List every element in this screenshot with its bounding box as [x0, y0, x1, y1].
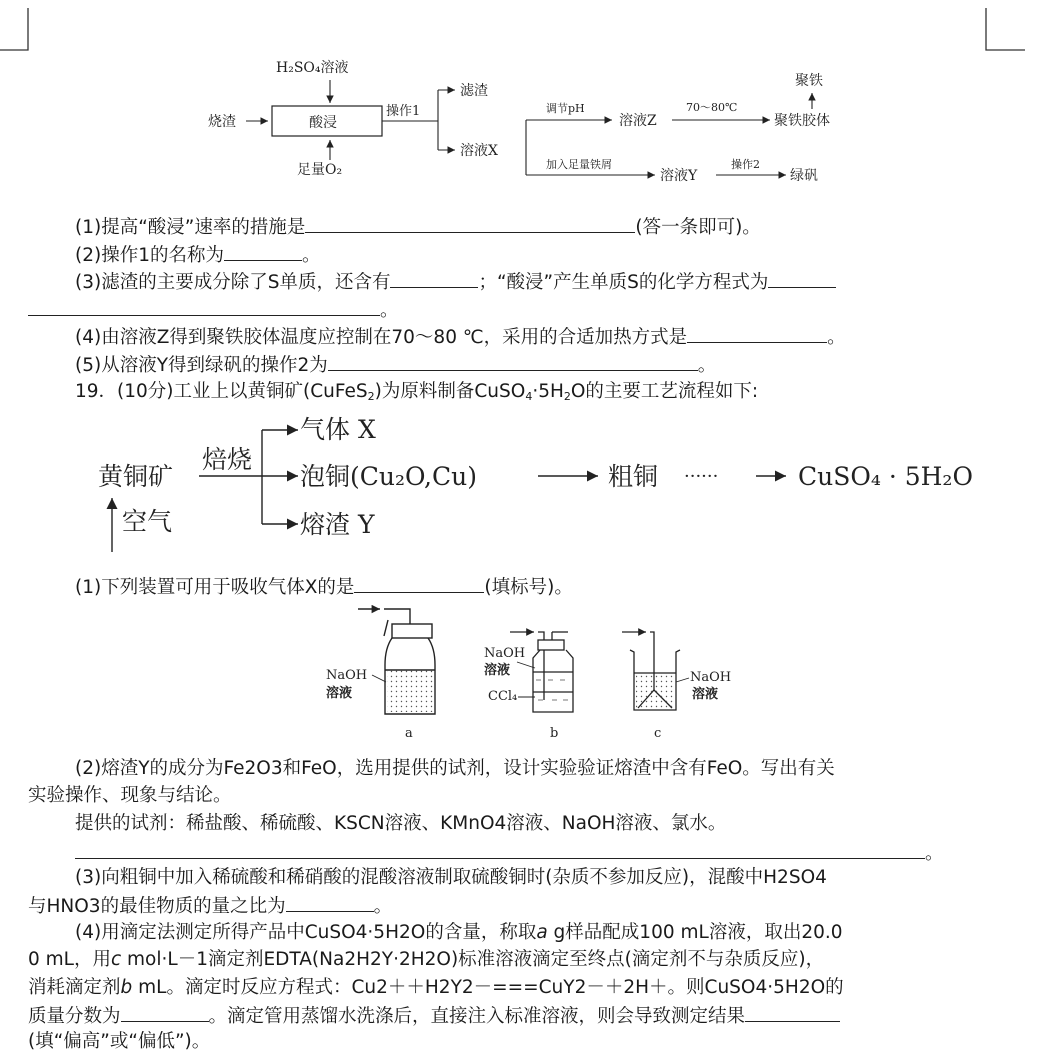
- flow2-beishao-label: 焙烧: [202, 445, 253, 474]
- q19-part2-answer: 。: [75, 840, 944, 866]
- apparatus-c-naoh: NaOH: [690, 670, 732, 685]
- flow1-rongye-x-label: 溶液X: [460, 143, 498, 159]
- answer-blank[interactable]: [75, 840, 925, 859]
- q18-part3-cont: 。: [28, 297, 399, 323]
- flow2-qiti-x-label: 气体 X: [300, 415, 376, 444]
- flow1-rongye-y-label: 溶液Y: [660, 168, 698, 184]
- flow1-temp-label: 70～80℃: [686, 101, 738, 114]
- q19-part2-line1: (2)熔渣Y的成分为Fe2O3和FeO，选用提供的试剂，设计实验验证熔渣中含有FeO。写出有关: [75, 758, 835, 779]
- q19-part1: (1)下列装置可用于吸收气体X的是 (填标号)。: [75, 574, 573, 600]
- q19-part4-line3: 消耗滴定剂b mL。滴定时反应方程式：Cu2＋＋H2Y2－===CuY2－＋2H＋。则CuSO4·5H2O的: [28, 977, 844, 998]
- flow2-product-label: CuSO₄ · 5H₂O: [798, 462, 973, 491]
- q19-intro: 19．(10分)工业上以黄铜矿(CuFeS$_2$)为原料制备$CuSO_4\cdot 5H_2O$的主要工艺流程如下:: [75, 381, 759, 403]
- q19-part2-line2: 实验操作、现象与结论。: [28, 785, 232, 806]
- q19-part3-line2: 与HNO3的最佳物质的量之比为 。: [28, 893, 392, 919]
- flow2-cutong-label: 粗铜: [608, 462, 659, 491]
- apparatus-a-label: a: [405, 726, 413, 741]
- apparatus-a-rongye: 溶液: [326, 686, 353, 701]
- flow1-lvfan-label: 绿矾: [790, 168, 818, 184]
- q19-part4-line4: 质量分数为 。滴定管用蒸馏水洗涤后，直接注入标准溶液，则会导致测定结果: [28, 1003, 840, 1029]
- q19-part4-line1: (4)用滴定法测定所得产品中CuSO4·5H2O的含量，称取a g样品配成100 mL溶液，取出20.0: [75, 922, 843, 943]
- flow1-h2so4-label: H₂SO₄溶液: [276, 60, 349, 76]
- flow2-huangtongkuang-label: 黄铜矿: [98, 462, 174, 491]
- q18-part1: (1)提高“酸浸”速率的措施是 (答一条即可)。: [75, 214, 761, 240]
- answer-blank[interactable]: [286, 893, 374, 912]
- apparatus-c-label: c: [654, 726, 662, 741]
- flow1-tiaojie-ph-label: 调节pH: [546, 102, 585, 115]
- answer-blank[interactable]: [745, 1003, 840, 1022]
- q19-part3-line1: (3)向粗铜中加入稀硫酸和稀硝酸的混酸溶液制取硫酸铜时(杂质不参加反应)，混酸中H2SO4: [75, 867, 827, 888]
- q19-part4-line5: (填“偏高”或“偏低”)。: [28, 1031, 211, 1052]
- flow1-jiaru-tiexie-label: 加入足量铁屑: [546, 158, 612, 171]
- apparatus-b-ccl4: CCl₄: [488, 689, 518, 704]
- apparatus-c-rongye: 溶液: [692, 687, 719, 702]
- apparatus-a: [358, 609, 435, 714]
- flow2-kongqi-label: 空气: [122, 507, 173, 536]
- q19-part4-line2: 0 mL，用c mol·L－1滴定剂EDTA(Na2H2Y·2H2O)标准溶液滴定至终点(滴定剂不与杂质反应)，: [28, 949, 825, 970]
- flow2-dots-label: ······: [684, 466, 719, 487]
- flow2-rongzha-label: 熔渣 Y: [300, 510, 375, 539]
- flow1-jutie-label: 聚铁: [795, 73, 823, 89]
- q18-part2: (2)操作1的名称为 。: [75, 242, 321, 268]
- apparatus-b-naoh: NaOH: [484, 646, 526, 661]
- apparatus-b-label: b: [550, 726, 559, 741]
- q18-part5: (5)从溶液Y得到绿矾的操作2为 。: [75, 352, 716, 378]
- q18-part3: (3)滤渣的主要成分除了S单质，还含有 ；“酸浸”产生单质S的化学方程式为: [75, 269, 836, 295]
- flow1-lvzha-label: 滤渣: [460, 83, 488, 99]
- apparatus-b: [510, 632, 573, 712]
- q19-part2-reagents: 提供的试剂：稀盐酸、稀硫酸、KSCN溶液、KMnO4溶液、NaOH溶液、氯水。: [75, 813, 727, 834]
- flow1-jutie-jiaoti-label: 聚铁胶体: [774, 113, 830, 129]
- answer-blank[interactable]: [121, 1003, 209, 1022]
- flow1-shaozha-label: 烧渣: [208, 114, 236, 130]
- apparatus-b-rongye: 溶液: [484, 663, 511, 678]
- flow1-rongye-z-label: 溶液Z: [619, 113, 657, 129]
- flow1-caozuo2-label: 操作2: [731, 158, 760, 171]
- flow2-paotong-label: 泡铜(Cu₂O,Cu): [300, 462, 477, 491]
- flow1-o2-label: 足量O₂: [297, 162, 343, 178]
- q18-part4: (4)由溶液Z得到聚铁胶体温度应控制在70～80 ℃，采用的合适加热方式是 。: [75, 324, 846, 350]
- flow1-suanjin-label: 酸浸: [309, 115, 337, 131]
- apparatus-a-naoh: NaOH: [326, 668, 368, 683]
- apparatus-c: [622, 632, 680, 710]
- flow1-caozuo1-label: 操作1: [386, 104, 421, 119]
